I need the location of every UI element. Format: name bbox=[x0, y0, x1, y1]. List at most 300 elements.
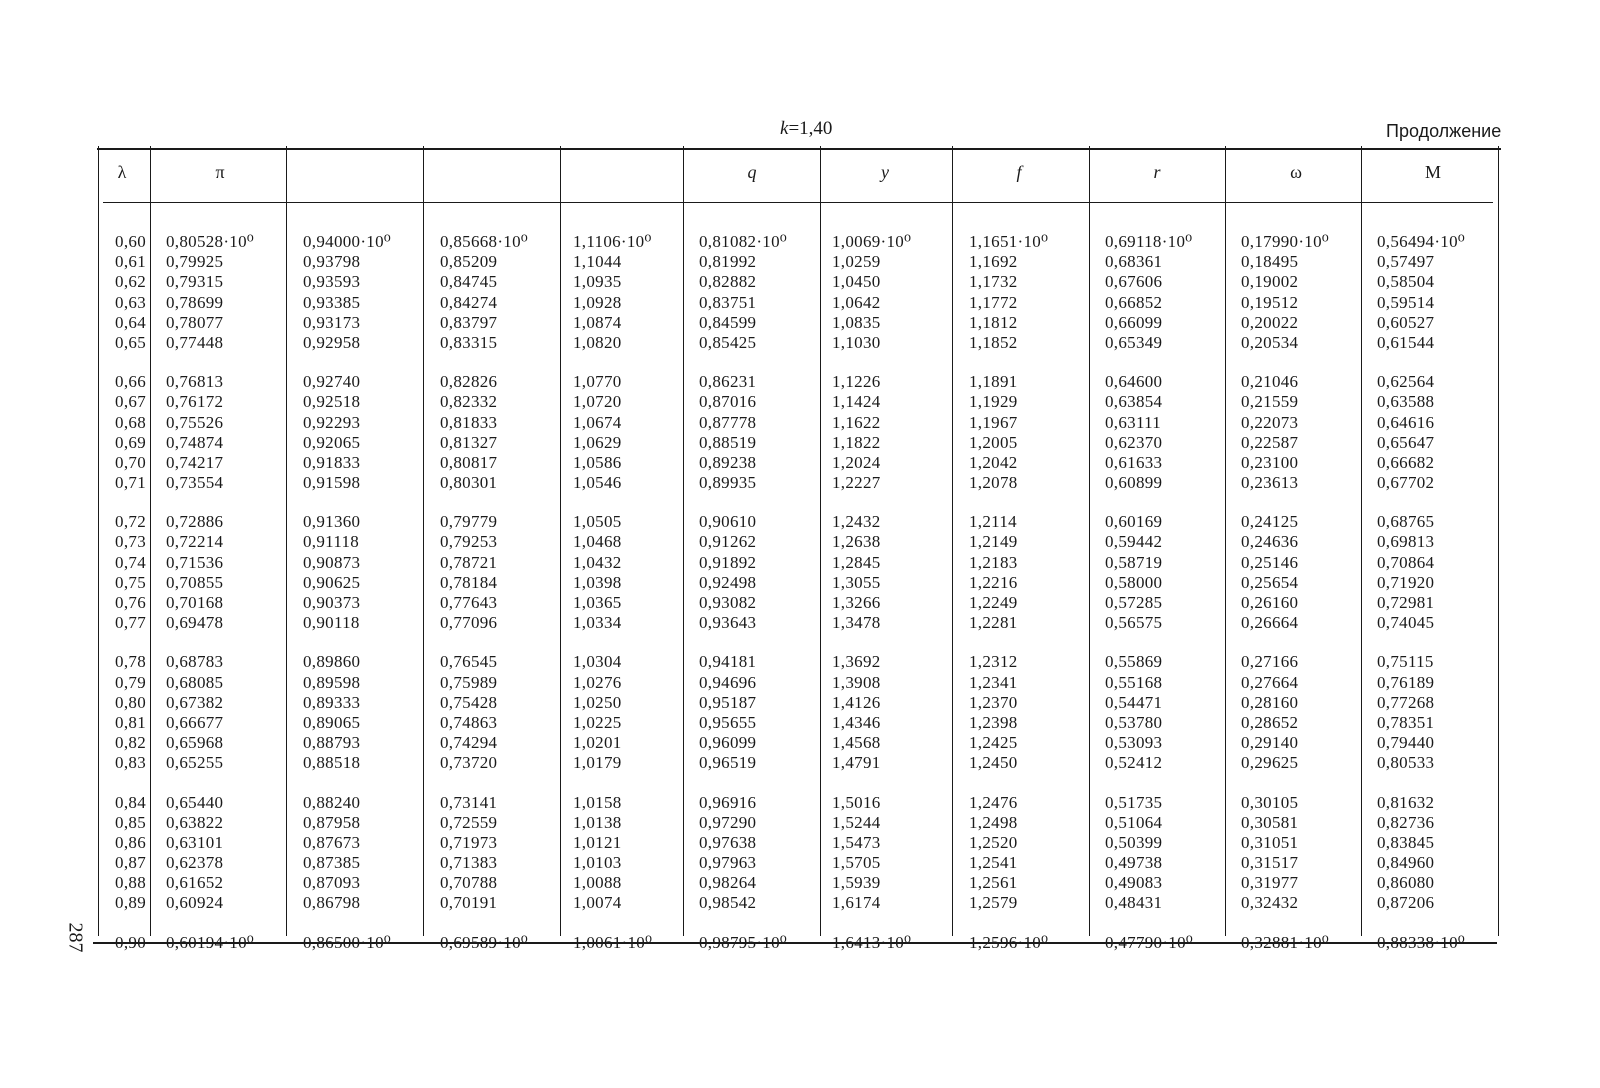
table-cell: 0,80533 bbox=[1377, 753, 1435, 773]
table-cell: 1,4126 bbox=[832, 692, 881, 712]
table-cell: 0,74863 bbox=[440, 712, 498, 732]
table-cell: 0,83 bbox=[115, 753, 146, 773]
table-cell: 1,0334 bbox=[573, 613, 622, 633]
row-group bbox=[104, 232, 146, 353]
table-cell: 0,97963 bbox=[699, 853, 757, 873]
table-cell: 0,79253 bbox=[440, 532, 498, 552]
table-cell: 1,0505 bbox=[573, 512, 622, 532]
table-cell: 0,63 bbox=[115, 292, 146, 312]
table-cell: 0,85209 bbox=[440, 252, 498, 272]
table-cell: 1,2638 bbox=[832, 532, 881, 552]
table-cell: 1,2520 bbox=[969, 832, 1018, 852]
row-group bbox=[699, 793, 787, 914]
column-header-q: q bbox=[747, 162, 757, 182]
table-cell: 0,63111 bbox=[1105, 412, 1162, 432]
row-group bbox=[1377, 372, 1465, 493]
table-cell: 0,96519 bbox=[699, 753, 757, 773]
table-cell: 0,19512 bbox=[1241, 292, 1299, 312]
table-cell: 0,98542 bbox=[699, 893, 757, 913]
table-cell: 0,66682 bbox=[1377, 452, 1435, 472]
table-cell: 1,0586 bbox=[573, 452, 622, 472]
table-cell: 0,69118·10⁰ bbox=[1105, 232, 1193, 251]
table-cell: 1,5016 bbox=[832, 792, 881, 812]
table-cell: 1,1030 bbox=[832, 332, 881, 352]
table-cell: 0,78699 bbox=[166, 292, 224, 312]
table-cell: 0,89 bbox=[115, 893, 146, 913]
row-group bbox=[969, 933, 1048, 953]
table-cell: 0,70855 bbox=[166, 572, 224, 592]
table-cell: 0,22073 bbox=[1241, 412, 1299, 432]
table-cell: 0,64600 bbox=[1105, 372, 1163, 392]
column-y bbox=[832, 232, 911, 972]
table-cell: 0,75115 bbox=[1377, 652, 1434, 672]
continuation-label: Продолжение bbox=[1386, 121, 1502, 141]
table-cell: 0,90610 bbox=[699, 512, 757, 532]
table-cell: 1,0201 bbox=[573, 733, 622, 753]
row-group bbox=[440, 652, 528, 773]
table-cell: 0,30581 bbox=[1241, 812, 1299, 832]
table-cell: 0,92065 bbox=[303, 432, 361, 452]
table-cell: 1,2596·10⁰ bbox=[969, 932, 1049, 952]
row-group bbox=[104, 793, 146, 914]
table-cell: 0,89238 bbox=[699, 452, 757, 472]
column-header-pi: π bbox=[215, 162, 225, 182]
table-cell: 0,71920 bbox=[1377, 572, 1435, 592]
row-group bbox=[303, 933, 391, 953]
row-group bbox=[969, 652, 1048, 773]
table-cell: 0,73 bbox=[115, 532, 146, 552]
table-cell: 1,1967 bbox=[969, 412, 1018, 432]
table-cell: 0,86231 bbox=[699, 372, 757, 392]
row-group bbox=[1241, 372, 1329, 493]
table-cell: 0,31517 bbox=[1241, 853, 1299, 873]
row-group bbox=[1105, 652, 1193, 773]
table-cell: 0,56575 bbox=[1105, 613, 1163, 633]
table-cell: 0,30105 bbox=[1241, 792, 1299, 812]
row-group bbox=[832, 793, 911, 914]
table-cell: 0,84274 bbox=[440, 292, 498, 312]
table-cell: 0,78 bbox=[115, 652, 146, 672]
table-cell: 0,68765 bbox=[1377, 512, 1435, 532]
row-group bbox=[440, 793, 528, 914]
table-cell: 1,2042 bbox=[969, 452, 1018, 472]
table-cell: 1,2281 bbox=[969, 613, 1018, 633]
table-cell: 1,6413·10⁰ bbox=[832, 932, 912, 952]
table-cell: 0,67 bbox=[115, 392, 146, 412]
table-cell: 1,0069·10⁰ bbox=[832, 232, 912, 251]
column-c5 bbox=[573, 232, 652, 972]
table-cell: 0,67382 bbox=[166, 692, 224, 712]
table-cell: 1,2398 bbox=[969, 712, 1018, 732]
table-cell: 0,81632 bbox=[1377, 792, 1435, 812]
column-divider bbox=[98, 146, 99, 936]
row-group bbox=[969, 512, 1048, 633]
row-group bbox=[969, 372, 1048, 493]
table-cell: 0,77268 bbox=[1377, 692, 1435, 712]
table-cell: 0,82332 bbox=[440, 392, 498, 412]
table-cell: 0,80817 bbox=[440, 452, 498, 472]
row-group bbox=[104, 933, 146, 953]
table-cell: 0,94000·10⁰ bbox=[303, 232, 392, 251]
column-pi bbox=[166, 232, 254, 972]
table-cell: 0,79779 bbox=[440, 512, 498, 532]
table-cell: 1,2498 bbox=[969, 812, 1018, 832]
table-cell: 0,68085 bbox=[166, 672, 224, 692]
table-cell: 0,83315 bbox=[440, 332, 498, 352]
table-cell: 1,2450 bbox=[969, 753, 1018, 773]
table-cell: 0,69 bbox=[115, 432, 146, 452]
table-cell: 0,88518 bbox=[303, 753, 361, 773]
table-cell: 0,76189 bbox=[1377, 672, 1435, 692]
table-cell: 0,48431 bbox=[1105, 893, 1163, 913]
row-group bbox=[440, 372, 528, 493]
k-symbol: k bbox=[780, 118, 789, 139]
row-group bbox=[303, 232, 391, 353]
row-group bbox=[1241, 652, 1329, 773]
table-cell: 1,2114 bbox=[969, 512, 1017, 532]
table-cell: 0,65968 bbox=[166, 733, 224, 753]
table-cell: 0,60527 bbox=[1377, 312, 1435, 332]
row-group bbox=[1105, 793, 1193, 914]
top-rule bbox=[97, 148, 1501, 150]
table-cell: 0,86 bbox=[115, 832, 146, 852]
table-cell: 1,2312 bbox=[969, 652, 1018, 672]
table-cell: 0,61544 bbox=[1377, 332, 1435, 352]
row-group bbox=[969, 793, 1048, 914]
table-cell: 0,68361 bbox=[1105, 252, 1163, 272]
table-cell: 0,73720 bbox=[440, 753, 498, 773]
table-cell: 0,86080 bbox=[1377, 873, 1435, 893]
table-cell: 0,24125 bbox=[1241, 512, 1299, 532]
table-cell: 0,88240 bbox=[303, 792, 361, 812]
table-cell: 1,0276 bbox=[573, 672, 622, 692]
table-cell: 0,63822 bbox=[166, 812, 224, 832]
table-cell: 0,95655 bbox=[699, 712, 757, 732]
table-cell: 0,83751 bbox=[699, 292, 757, 312]
table-cell: 0,69478 bbox=[166, 613, 224, 633]
table-cell: 0,47790·10⁰ bbox=[1105, 932, 1194, 952]
table-cell: 0,83845 bbox=[1377, 832, 1435, 852]
table-cell: 0,60924 bbox=[166, 893, 224, 913]
table-cell: 1,0674 bbox=[573, 412, 622, 432]
row-group bbox=[440, 933, 528, 953]
table-cell: 1,1891 bbox=[969, 372, 1018, 392]
table-cell: 0,77448 bbox=[166, 332, 224, 352]
row-group bbox=[104, 372, 146, 493]
row-group bbox=[1105, 232, 1193, 353]
table-cell: 0,77096 bbox=[440, 613, 498, 633]
column-divider bbox=[1225, 146, 1226, 936]
row-group bbox=[699, 933, 787, 953]
table-cell: 0,65647 bbox=[1377, 432, 1435, 452]
table-cell: 0,92518 bbox=[303, 392, 361, 412]
row-group bbox=[832, 512, 911, 633]
table-cell: 1,1106·10⁰ bbox=[573, 232, 652, 251]
column-header-y: y bbox=[881, 162, 889, 182]
table-cell: 0,87385 bbox=[303, 853, 361, 873]
table-cell: 0,18495 bbox=[1241, 252, 1299, 272]
table-cell: 1,3478 bbox=[832, 613, 881, 633]
table-cell: 1,0088 bbox=[573, 873, 622, 893]
table-cell: 0,72 bbox=[115, 512, 146, 532]
column-header-f: f bbox=[1016, 162, 1022, 182]
column-divider bbox=[1498, 146, 1499, 936]
table-cell: 1,2341 bbox=[969, 672, 1018, 692]
table-cell: 0,93385 bbox=[303, 292, 361, 312]
row-group bbox=[1241, 512, 1329, 633]
table-cell: 0,23613 bbox=[1241, 473, 1299, 493]
table-cell: 0,74217 bbox=[166, 452, 224, 472]
column-divider bbox=[952, 146, 953, 936]
table-cell: 1,2005 bbox=[969, 432, 1018, 452]
table-cell: 0,81327 bbox=[440, 432, 498, 452]
row-group bbox=[969, 232, 1048, 353]
row-group bbox=[166, 512, 254, 633]
row-group bbox=[1377, 933, 1465, 953]
table-cell: 1,0158 bbox=[573, 792, 622, 812]
row-group bbox=[1241, 933, 1329, 953]
table-cell: 0,17990·10⁰ bbox=[1241, 232, 1330, 251]
table-cell: 0,87958 bbox=[303, 812, 361, 832]
table-cell: 0,84960 bbox=[1377, 853, 1435, 873]
table-cell: 1,0398 bbox=[573, 572, 622, 592]
table-cell: 1,2183 bbox=[969, 552, 1018, 572]
table-cell: 1,2227 bbox=[832, 473, 881, 493]
table-cell: 0,78184 bbox=[440, 572, 498, 592]
table-cell: 0,82736 bbox=[1377, 812, 1435, 832]
row-group bbox=[573, 512, 652, 633]
table-cell: 0,64 bbox=[115, 312, 146, 332]
row-group bbox=[1377, 232, 1465, 353]
table-cell: 0,80301 bbox=[440, 473, 498, 493]
table-cell: 0,71536 bbox=[166, 552, 224, 572]
column-M bbox=[1377, 232, 1465, 972]
column-header-omega: ω bbox=[1290, 162, 1302, 182]
column-lambda bbox=[104, 232, 146, 972]
table-cell: 0,90625 bbox=[303, 572, 361, 592]
table-cell: 0,74874 bbox=[166, 432, 224, 452]
table-cell: 0,75428 bbox=[440, 692, 498, 712]
row-group bbox=[573, 933, 652, 953]
table-cell: 1,2476 bbox=[969, 792, 1018, 812]
table-cell: 0,28652 bbox=[1241, 712, 1299, 732]
table-cell: 0,98795·10⁰ bbox=[699, 932, 788, 952]
table-cell: 0,58504 bbox=[1377, 272, 1435, 292]
table-cell: 0,26664 bbox=[1241, 613, 1299, 633]
table-cell: 0,76 bbox=[115, 593, 146, 612]
table-cell: 1,1622 bbox=[832, 412, 881, 432]
column-q bbox=[699, 232, 787, 972]
table-cell: 0,66 bbox=[115, 372, 146, 392]
table-cell: 1,0103 bbox=[573, 853, 622, 873]
table-cell: 0,76813 bbox=[166, 372, 224, 392]
row-group bbox=[104, 652, 146, 773]
table-cell: 0,75989 bbox=[440, 672, 498, 692]
column-omega bbox=[1241, 232, 1329, 972]
table-cell: 1,2216 bbox=[969, 572, 1018, 592]
table-cell: 0,63588 bbox=[1377, 392, 1435, 412]
row-group bbox=[699, 232, 787, 353]
row-group bbox=[699, 372, 787, 493]
row-group bbox=[832, 232, 911, 353]
table-cell: 0,79440 bbox=[1377, 733, 1435, 753]
table-cell: 0,63101 bbox=[166, 832, 224, 852]
table-cell: 0,66677 bbox=[166, 712, 224, 732]
table-cell: 1,0629 bbox=[573, 432, 622, 452]
row-group bbox=[699, 512, 787, 633]
table-cell: 1,0121 bbox=[573, 832, 622, 852]
table-cell: 0,49738 bbox=[1105, 853, 1163, 873]
column-c4 bbox=[440, 232, 528, 972]
table-cell: 1,4568 bbox=[832, 733, 881, 753]
table-cell: 0,81833 bbox=[440, 412, 498, 432]
table-cell: 0,96916 bbox=[699, 792, 757, 812]
table-cell: 0,91833 bbox=[303, 452, 361, 472]
column-divider bbox=[286, 146, 287, 936]
table-cell: 0,69813 bbox=[1377, 532, 1435, 552]
table-cell: 0,60169 bbox=[1105, 512, 1163, 532]
table-cell: 1,2432 bbox=[832, 512, 881, 532]
table-cell: 0,89598 bbox=[303, 672, 361, 692]
table-cell: 1,0138 bbox=[573, 812, 622, 832]
table-cell: 0,76172 bbox=[166, 392, 224, 412]
row-group bbox=[1105, 512, 1193, 633]
table-cell: 0,65349 bbox=[1105, 332, 1163, 352]
table-cell: 0,79 bbox=[115, 672, 146, 692]
table-cell: 1,2078 bbox=[969, 473, 1018, 493]
table-cell: 1,1852 bbox=[969, 332, 1018, 352]
table-cell: 0,70168 bbox=[166, 593, 224, 612]
column-header-r: r bbox=[1153, 162, 1161, 182]
table-cell: 0,75526 bbox=[166, 412, 224, 432]
row-group bbox=[1241, 793, 1329, 914]
table-cell: 1,2249 bbox=[969, 593, 1018, 612]
table-cell: 0,23100 bbox=[1241, 452, 1299, 472]
table-cell: 0,79925 bbox=[166, 252, 224, 272]
table-cell: 1,1226 bbox=[832, 372, 881, 392]
table-cell: 0,75 bbox=[115, 572, 146, 592]
table-cell: 1,2149 bbox=[969, 532, 1018, 552]
table-cell: 1,0061·10⁰ bbox=[573, 932, 653, 952]
table-cell: 0,85 bbox=[115, 812, 146, 832]
table-cell: 1,0450 bbox=[832, 272, 881, 292]
table-cell: 1,2541 bbox=[969, 853, 1018, 873]
table-cell: 1,0546 bbox=[573, 473, 622, 493]
table-cell: 0,92498 bbox=[699, 572, 757, 592]
table-cell: 0,32881·10⁰ bbox=[1241, 932, 1330, 952]
table-cell: 0,65255 bbox=[166, 753, 224, 773]
table-title bbox=[780, 118, 832, 140]
table-cell: 0,72214 bbox=[166, 532, 224, 552]
table-cell: 0,91262 bbox=[699, 532, 757, 552]
table-cell: 1,0642 bbox=[832, 292, 881, 312]
table-cell: 0,78077 bbox=[166, 312, 224, 332]
column-divider bbox=[150, 146, 151, 936]
table-cell: 0,59514 bbox=[1377, 292, 1435, 312]
table-cell: 0,58719 bbox=[1105, 552, 1163, 572]
table-cell: 0,72559 bbox=[440, 812, 498, 832]
table-cell: 0,29140 bbox=[1241, 733, 1299, 753]
table-cell: 0,55869 bbox=[1105, 652, 1163, 672]
table-cell: 1,0928 bbox=[573, 292, 622, 312]
table-cell: 0,74045 bbox=[1377, 613, 1435, 633]
table-cell: 0,31977 bbox=[1241, 873, 1299, 893]
table-cell: 1,0720 bbox=[573, 392, 622, 412]
row-group bbox=[832, 933, 911, 953]
table-cell: 0,87093 bbox=[303, 873, 361, 893]
table-cell: 0,57285 bbox=[1105, 593, 1163, 612]
table-cell: 0,96099 bbox=[699, 733, 757, 753]
row-group bbox=[166, 232, 254, 353]
table-cell: 0,60194·10⁰ bbox=[166, 932, 255, 952]
table-cell: 0,82826 bbox=[440, 372, 498, 392]
row-group bbox=[303, 512, 391, 633]
row-group bbox=[573, 232, 652, 353]
k-value: =1,40 bbox=[788, 118, 833, 139]
table-cell: 0,91598 bbox=[303, 473, 361, 493]
table-cell: 0,19002 bbox=[1241, 272, 1299, 292]
table-cell: 1,2579 bbox=[969, 893, 1018, 913]
table-cell: 0,62370 bbox=[1105, 432, 1163, 452]
table-cell: 0,25146 bbox=[1241, 552, 1299, 572]
table-cell: 0,88793 bbox=[303, 733, 361, 753]
table-cell: 1,5705 bbox=[832, 853, 881, 873]
column-divider bbox=[560, 146, 561, 936]
table-cell: 0,87673 bbox=[303, 832, 361, 852]
table-cell: 0,78351 bbox=[1377, 712, 1435, 732]
column-divider bbox=[820, 146, 821, 936]
table-cell: 0,71 bbox=[115, 473, 146, 493]
table-cell: 1,3692 bbox=[832, 652, 881, 672]
table-cell: 0,67606 bbox=[1105, 272, 1163, 292]
column-r bbox=[1105, 232, 1193, 972]
table-cell: 0,20022 bbox=[1241, 312, 1299, 332]
table-cell: 0,88519 bbox=[699, 432, 757, 452]
table-cell: 1,3908 bbox=[832, 672, 881, 692]
row-group bbox=[166, 793, 254, 914]
table-cell: 1,2561 bbox=[969, 873, 1018, 893]
table-cell: 1,2425 bbox=[969, 733, 1018, 753]
table-cell: 0,70864 bbox=[1377, 552, 1435, 572]
table-cell: 0,86798 bbox=[303, 893, 361, 913]
table-cell: 0,74 bbox=[115, 552, 146, 572]
table-cell: 0,28160 bbox=[1241, 692, 1299, 712]
table-cell: 1,0935 bbox=[573, 272, 622, 292]
table-cell: 1,4791 bbox=[832, 753, 881, 773]
row-group bbox=[699, 652, 787, 773]
column-divider bbox=[1089, 146, 1090, 936]
table-cell: 1,0074 bbox=[573, 893, 622, 913]
table-cell: 0,89860 bbox=[303, 652, 361, 672]
row-group bbox=[832, 372, 911, 493]
table-cell: 1,4346 bbox=[832, 712, 881, 732]
table-cell: 0,70 bbox=[115, 452, 146, 472]
table-cell: 0,55168 bbox=[1105, 672, 1163, 692]
table-cell: 0,52412 bbox=[1105, 753, 1163, 773]
table-cell: 0,90118 bbox=[303, 613, 360, 633]
column-header-M: M bbox=[1424, 162, 1441, 182]
table-cell: 0,51735 bbox=[1105, 792, 1163, 812]
table-cell: 0,97290 bbox=[699, 812, 757, 832]
table-cell: 0,87016 bbox=[699, 392, 757, 412]
table-cell: 1,0432 bbox=[573, 552, 622, 572]
table-cell: 0,61633 bbox=[1105, 452, 1163, 472]
table-cell: 0,87206 bbox=[1377, 893, 1435, 913]
table-cell: 0,90873 bbox=[303, 552, 361, 572]
table-cell: 0,85425 bbox=[699, 332, 757, 352]
table-cell: 1,6174 bbox=[832, 893, 881, 913]
table-cell: 1,2370 bbox=[969, 692, 1018, 712]
